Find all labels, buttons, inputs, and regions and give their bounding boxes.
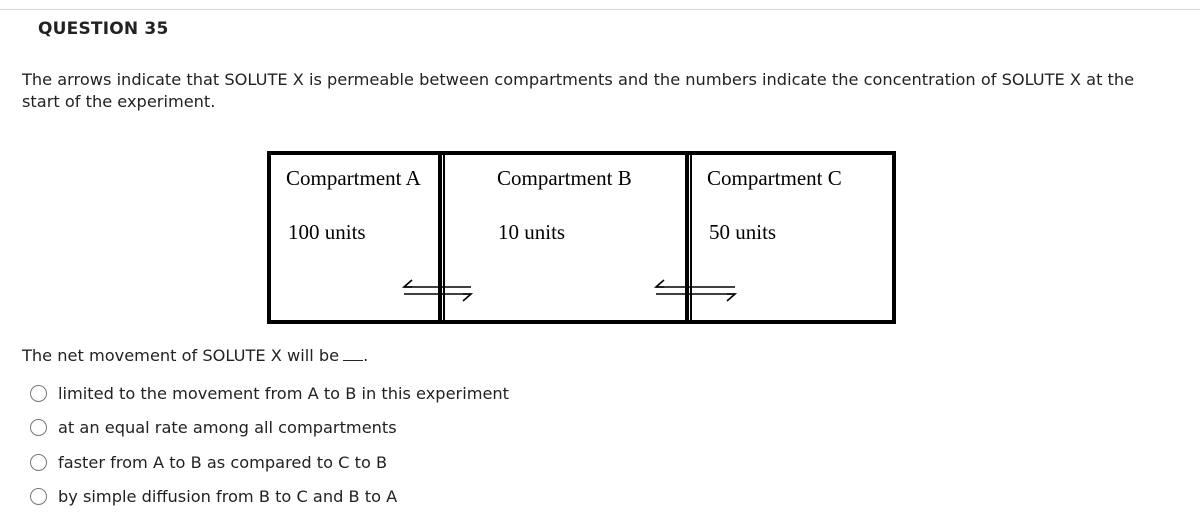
question-prompt: The arrows indicate that SOLUTE X is permeable between compartments and the numbers indicate the concentration of SOLUTE X at the start of the experiment. — [22, 70, 1135, 111]
compartment-b-label: Compartment B — [497, 166, 632, 190]
bidirectional-arrow-icon-b-c — [656, 280, 735, 301]
compartment-c-concentration: 50 units — [709, 220, 777, 244]
compartment-b-concentration: 10 units — [498, 220, 566, 244]
top-divider — [0, 9, 1200, 10]
answer-option-label: by simple diffusion from B to C and B to A — [58, 487, 398, 507]
radio-button[interactable] — [30, 454, 47, 471]
radio-button[interactable] — [30, 385, 47, 402]
question-stem — [22, 346, 368, 365]
compartment-a-label: Compartment A — [286, 166, 421, 190]
answer-option-2[interactable] — [30, 411, 509, 446]
compartment-a-concentration: 100 units — [288, 220, 366, 244]
answer-option-label: at an equal rate among all compartments — [58, 418, 397, 438]
question-stem-text: The net movement of SOLUTE X will be — [22, 346, 340, 365]
answer-options — [30, 376, 509, 513]
diagram-outer-border — [269, 153, 894, 322]
answer-option-3[interactable] — [30, 445, 509, 480]
answer-option-label: limited to the movement from A to B in this experiment — [58, 383, 510, 403]
radio-button[interactable] — [30, 419, 47, 436]
answer-blank — [343, 359, 363, 361]
answer-option-1[interactable] — [30, 376, 509, 411]
question-stem-period: . — [363, 346, 369, 365]
answer-option-label: faster from A to B as compared to C to B — [58, 452, 388, 472]
bidirectional-arrow-icon-a-b — [404, 280, 471, 301]
answer-option-4[interactable] — [30, 480, 509, 513]
question-title: QUESTION 35 — [38, 19, 169, 39]
compartment-c-label: Compartment C — [707, 166, 842, 190]
radio-button[interactable] — [30, 488, 47, 505]
